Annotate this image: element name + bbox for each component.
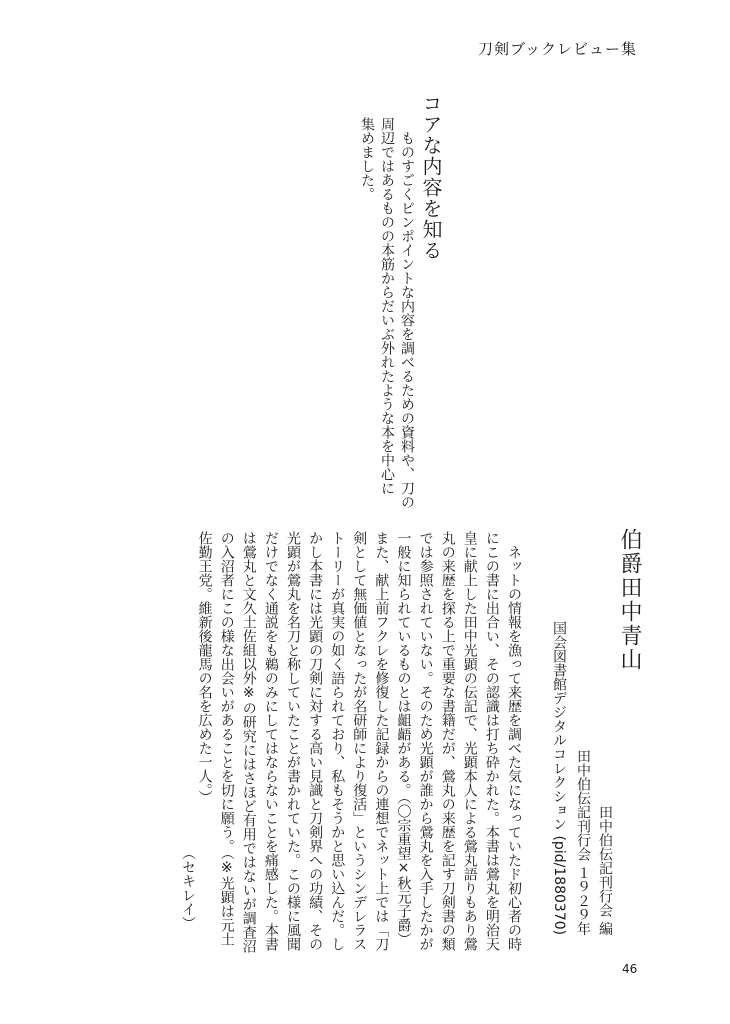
text-line: 剣として無価値となったが名研師により復活」というシンデレラス [351, 531, 368, 951]
text-line: は鶯丸と文久土佐組以外※の研究にはさほど有用ではないが調査沼 [240, 531, 257, 953]
text-line: 集めました。 [359, 117, 375, 201]
text-line: ものすごくピンポイントな内容を調べるための資料や、刀の [399, 131, 415, 509]
text-line: では参照されていない。そのため光顕が誰から鶯丸を入手したかが [417, 531, 434, 951]
text-line: の入沼者にこの様な出会いがあることを切に願う。（※光顕は元土 [218, 531, 235, 946]
book-source: 国会図書館デジタルコレクション (pid/1880370) [551, 620, 567, 935]
text-line: ネットの情報を漁って来歴を調べた気になっていたド初心者の時 [506, 545, 522, 951]
text-line: 皇に献上した田中光顕の伝記で、光顕本人による鶯丸語りもあり鶯 [461, 531, 478, 951]
text-line: 光顕が鶯丸を名刀と称していたことが書かれていた。この様に風聞 [285, 531, 301, 951]
page-number: 46 [622, 962, 638, 976]
book-editor: 田中伯伝記刊行会 編 [597, 804, 613, 935]
text-line: だけでなく通説をも鵜のみにしてはならないことを痛感した。本書 [262, 531, 279, 951]
text-line: 佐勤王党。維新後龍馬の名を広めた一人。） [196, 531, 213, 804]
text-line: 周辺ではあるものの本筋からだいぶ外れたような本を中心に [379, 117, 395, 495]
running-header: 刀剣ブックレビュー集 [478, 40, 637, 58]
book-title: 伯爵田中青山 [617, 528, 642, 672]
text-line: トーリーが真実の如く語られており、私もそうかと思い込んだ。し [329, 531, 346, 951]
book-publisher: 田中伯伝記刊行会 １９２９年 [575, 748, 591, 935]
reviewer-signature: （セキレイ） [180, 846, 196, 930]
text-line: にこの書に出合い、その認識は打ち砕かれた。本書は鶯丸を明治天 [483, 531, 500, 951]
text-line: かし本書には光顕の刀剣に対する高い見識と刀剣界への功績、その [307, 531, 324, 951]
section-title-core-content: コアな内容を知る [419, 93, 443, 261]
text-line: 一般に知られているものとは齟齬がある。（〇宗重望×秋元子爵） [395, 531, 412, 946]
text-line: また、献上前フクレを修復した記録からの連想でネット上では「刀 [373, 531, 390, 951]
text-line: 丸の来歴を探る上で重要な書籍だが、鶯丸の来歴を記す刀剣書の類 [439, 531, 456, 951]
